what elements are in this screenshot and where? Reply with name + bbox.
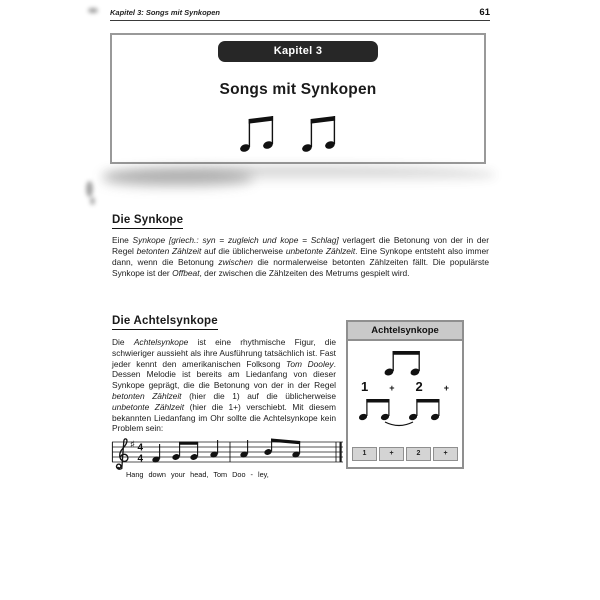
beat-number: 2	[415, 379, 423, 394]
achtelsynkope-paragraph	[112, 337, 336, 434]
text-run: die normalerweise betonten Zählzeiten fällt. Die populärste Synkope ist der	[112, 257, 489, 278]
text-run: betonten Zählzeit	[112, 390, 182, 401]
text-run: (hier die 1) auf die üblicherweise	[181, 390, 336, 401]
text-run: Synkope [griech.: syn = zugleich und kope = Schlag]	[132, 235, 339, 245]
beat-and: +	[389, 383, 395, 393]
text-run: auf die üblicherweise	[201, 246, 286, 256]
final-barline	[340, 442, 342, 462]
text-run: unbetonte Zählzeit	[285, 246, 356, 256]
beam	[416, 399, 439, 403]
beamed-eighth-pair	[383, 351, 420, 377]
text-run: verlagert die Betonung von der in der Regel	[112, 235, 490, 256]
beat-and: +	[443, 383, 449, 393]
text-run: . Dessen Melodie ist bereits am Liedanfang von dieser Synkope geprägt, die die Betonung von der in der Regel	[112, 358, 336, 391]
lyrics-line: Hang down your head, Tom Doo - ley,	[126, 470, 269, 479]
count-cell: +	[379, 447, 404, 461]
beam	[249, 116, 273, 124]
count-cell: 2	[406, 447, 431, 461]
chapter-title-box	[110, 33, 486, 164]
sidebar-notes-bottom	[353, 395, 458, 429]
beamed-eighth-pair	[301, 116, 336, 153]
chapter-title: Songs mit Synkopen	[219, 81, 377, 98]
treble-clef-icon	[117, 439, 128, 469]
beam	[311, 116, 335, 124]
info-box-title: Achtelsynkope	[348, 322, 462, 341]
section-heading-achtelsynkope: Die Achtelsynkope	[112, 315, 218, 330]
time-signature-bottom: 4	[137, 453, 144, 465]
text-run: ist eine rhythmische Figur, die schwieriger aussieht als ihre Ausführung tatsächlich ist. Fast jeder kennt den amerikanischen Folksong	[112, 337, 336, 369]
beam	[271, 439, 300, 445]
text-run: zwischen	[218, 257, 253, 267]
beat-count-row	[348, 379, 462, 394]
header-rule	[110, 20, 490, 21]
text-run: unbetonte Zählzeit	[112, 401, 185, 412]
sidebar-notes-top	[353, 343, 458, 381]
text-run: Achtelsynkope	[133, 337, 189, 347]
text-run: , der zwischen die Zählzeiten des Metrums gespielt wird.	[199, 268, 410, 278]
text-run: betonten Zählzeit	[136, 246, 202, 256]
running-header-text: Kapitel 3: Songs mit Synkopen	[110, 8, 221, 17]
beam	[179, 442, 198, 445]
syncopated-eighths	[358, 399, 440, 426]
tie-curve	[385, 422, 413, 426]
beat-number: 1	[361, 379, 369, 394]
page-curve-shadow	[103, 170, 253, 186]
text-run: (hier die 1+) verschiebt. Mit diesem bekannten Liedanfang im Ohr sollte die Achtelsynkope kein Problem sein:	[112, 401, 336, 434]
text-run: Eine	[112, 235, 133, 245]
beam	[366, 399, 389, 403]
count-cell: +	[433, 447, 458, 461]
text-run: Die	[112, 337, 134, 347]
time-signature-top: 4	[137, 442, 144, 454]
scan-smudge	[90, 197, 95, 205]
staff-lines	[112, 439, 343, 462]
count-cell-row	[352, 447, 458, 461]
staff-notation	[110, 436, 345, 474]
scan-smudge	[86, 181, 93, 197]
text-run: Tom Dooley	[285, 358, 334, 369]
page-number: 61	[479, 7, 490, 18]
achtelsynkope-info-box	[346, 320, 464, 469]
beamed-eighth-pair	[239, 116, 274, 153]
text-run: . Eine Synkope entsteht also immer dann, wenn die Betonung	[112, 246, 489, 267]
info-box-body	[348, 343, 462, 469]
title-notes-illustration	[228, 104, 368, 159]
scan-smudge	[88, 8, 98, 13]
section-heading-synkope: Die Synkope	[112, 214, 183, 229]
beam	[392, 351, 419, 355]
sharp-sign: ♯	[130, 439, 135, 449]
synkope-paragraph	[112, 235, 489, 279]
chapter-tab: Kapitel 3	[218, 41, 378, 62]
page-header	[110, 7, 490, 18]
count-cell: 1	[352, 447, 377, 461]
text-run: Offbeat	[172, 268, 200, 278]
